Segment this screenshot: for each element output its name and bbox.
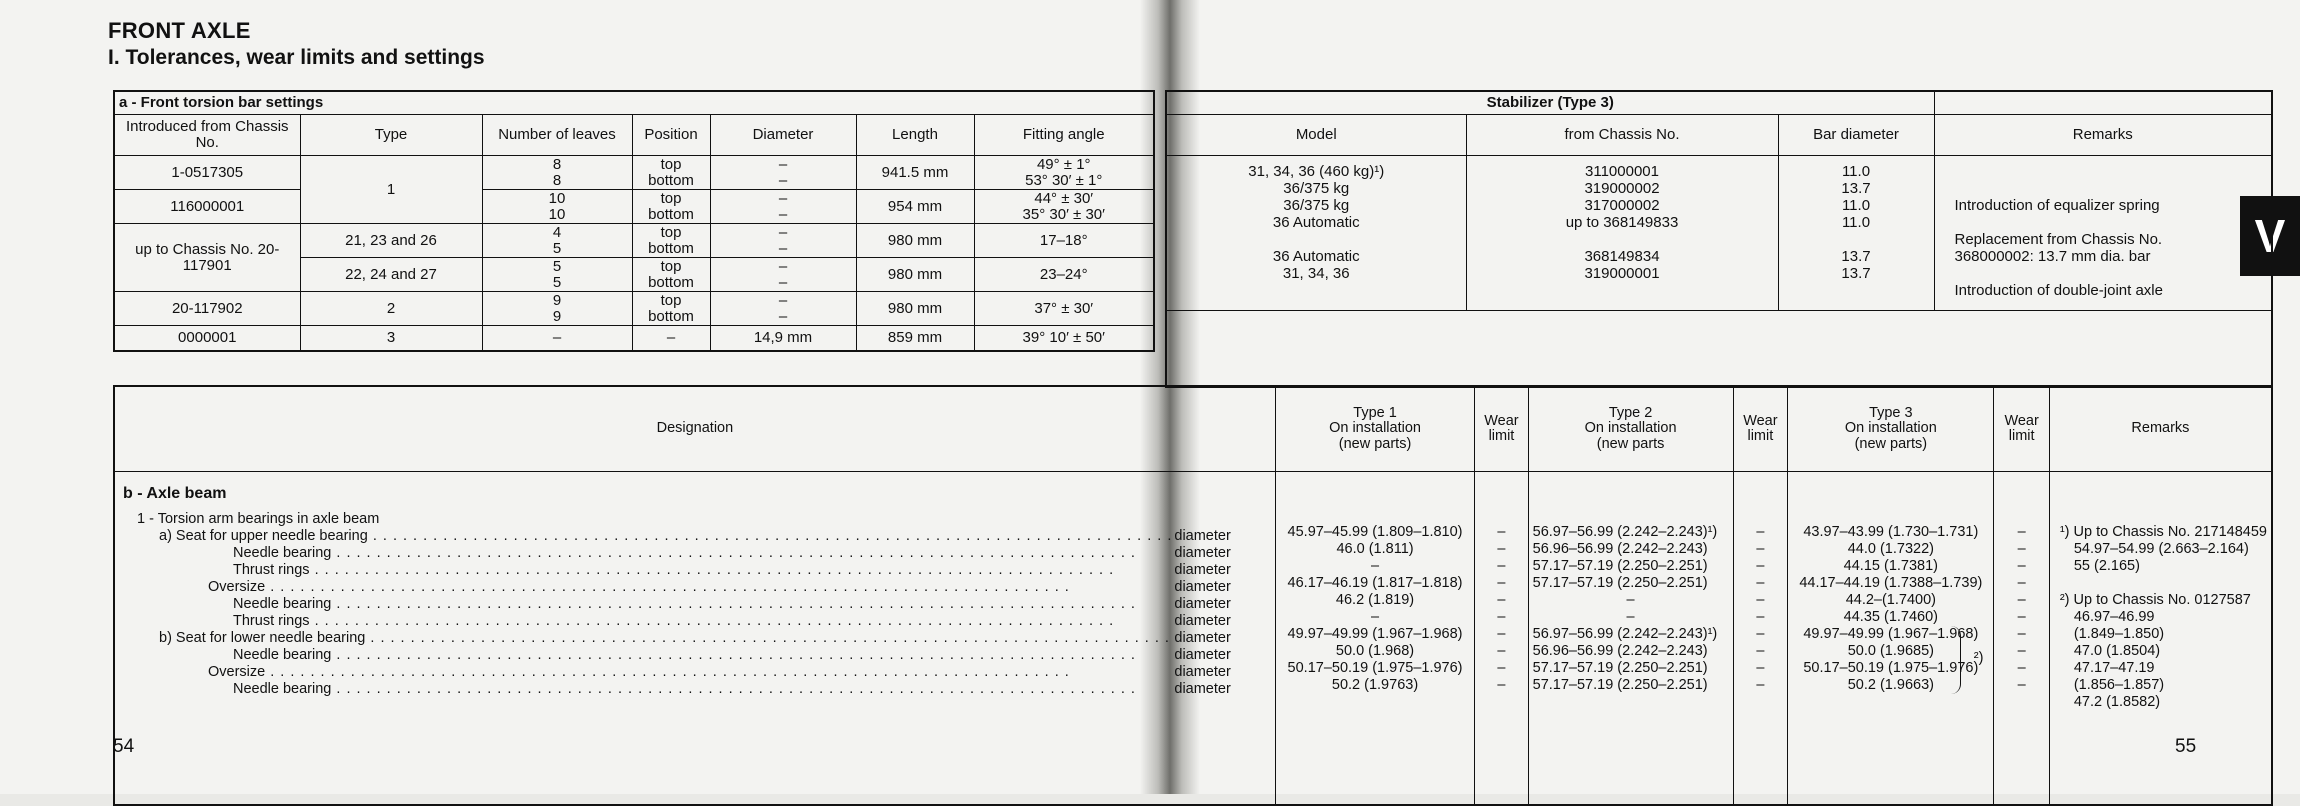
- cell-diameter: –: [778, 239, 788, 257]
- model-value: 31, 34, 36: [1282, 265, 1350, 282]
- col-header-remarks: Remarks: [1934, 115, 2272, 156]
- cell-type: 3: [300, 326, 482, 352]
- cell-diameter: 14,9 mm: [710, 326, 856, 352]
- chassis-value: 319000001: [1584, 265, 1660, 282]
- type3-values: 43.97–43.99 (1.730–1.731) 44.0 (1.7322) 44.15 (1.7381) 44.17–44.19 (1.7388–1.739) 44.2–(1.7400) 44.35 (1.7460) 49.97–49.99 (1.967–1.968) 50.0 (1.9685) 50.17–50.19 (1.975–1.976) 50.2 (1.9663) ²): [1788, 472, 1994, 806]
- wear1-values: – – – – – – – – – –: [1475, 472, 1528, 806]
- remark-line: Introduction of double-joint axle: [1954, 282, 2163, 299]
- cell-angle: 23–24°: [974, 258, 1154, 292]
- cell-angle: 39° 10′ ± 50′: [974, 326, 1154, 352]
- page-subtitle: I. Tolerances, wear limits and settings: [108, 46, 485, 69]
- page-number-left: 54: [113, 736, 135, 757]
- cell-leaves: 9: [552, 307, 562, 325]
- subsection-heading: 1 - Torsion arm bearings in axle beam: [137, 510, 380, 527]
- diameter-value: [1783, 232, 1930, 249]
- cell-diameter: –: [778, 257, 788, 275]
- cell-position: –: [632, 326, 710, 352]
- col-header-from-chassis: from Chassis No.: [1466, 115, 1778, 156]
- table-row: [114, 292, 1154, 326]
- cell-position: top: [660, 155, 682, 173]
- blank-row: [1166, 311, 2272, 388]
- list-item: Thrust rings . . . diameter: [123, 562, 1271, 579]
- stabilizer-table-title: Stabilizer (Type 3): [1166, 91, 1934, 115]
- chassis-list: [1466, 156, 1778, 311]
- page-title: FRONT AXLE: [108, 18, 251, 43]
- cell-diameter: –: [778, 291, 788, 309]
- cell-angle: 37° ± 30′: [974, 292, 1154, 326]
- list-item: Needle bearing . . . diameter: [123, 647, 1271, 664]
- cell-leaves: 5: [552, 273, 562, 291]
- wear2-values: – – – – – – – – – –: [1733, 472, 1788, 806]
- remark-line: Replacement from Chassis No.: [1954, 231, 2163, 248]
- diameter-value: 11.0: [1841, 163, 1871, 180]
- list-item: b) Seat for lower needle bearing . . . diameter: [123, 630, 1271, 647]
- remark-line: [1955, 181, 2268, 198]
- model-value: [1171, 232, 1462, 249]
- cell-diameter: –: [778, 171, 788, 189]
- col-header-leaves: Number of leaves: [482, 115, 632, 156]
- list-item: a) Seat for upper needle bearing . . . diameter: [123, 528, 1271, 545]
- col-header-type: Type: [300, 115, 482, 156]
- cell-diameter: –: [778, 223, 788, 241]
- cell-type: 1: [300, 156, 482, 224]
- col-header-designation: Designation: [114, 386, 1275, 472]
- cell-length: 980 mm: [856, 258, 974, 292]
- designation-column: [114, 472, 1275, 806]
- cell-leaves: 10: [548, 205, 566, 223]
- col-header-wear2: Wear limit: [1733, 386, 1788, 472]
- col-header-type2: Type 2 On installation (new parts: [1528, 386, 1733, 472]
- col-header-angle: Fitting angle: [974, 115, 1154, 156]
- cell-chassis: 20-117902: [114, 292, 300, 326]
- chassis-value: 317000002: [1584, 197, 1660, 214]
- list-item: Needle bearing . . . diameter: [123, 681, 1271, 698]
- diameter-value: 11.0: [1841, 197, 1871, 214]
- cell-position: bottom: [648, 205, 694, 223]
- cell-leaves: 8: [552, 171, 562, 189]
- model-value: 36 Automatic: [1272, 248, 1360, 265]
- remark-line: Introduction of equalizer spring: [1954, 197, 2160, 214]
- stabilizer-remarks: [1934, 156, 2272, 311]
- torsion-table-title: a - Front torsion bar settings: [114, 91, 1154, 115]
- bracket-icon: [1950, 626, 1961, 694]
- table-row: [114, 156, 1154, 190]
- cell-length: 941.5 mm: [856, 156, 974, 190]
- remark-line: [1955, 215, 2268, 232]
- diameter-value: 13.7: [1841, 180, 1871, 197]
- wear3-values: – – – – – – – – – –: [1994, 472, 2049, 806]
- cell-leaves: –: [482, 326, 632, 352]
- cell-diameter: –: [778, 307, 788, 325]
- table-row: [114, 326, 1154, 352]
- chassis-value: 319000002: [1584, 180, 1660, 197]
- col-header-position: Position: [632, 115, 710, 156]
- cell-chassis: up to Chassis No. 20-117901: [114, 224, 300, 292]
- cell-diameter: –: [778, 155, 788, 173]
- stabilizer-table: [1165, 90, 2273, 388]
- col-header-type1: Type 1 On installation (new parts): [1275, 386, 1474, 472]
- cell-length: 980 mm: [856, 224, 974, 258]
- cell-chassis: 0000001: [114, 326, 300, 352]
- cell-leaves: 8: [552, 155, 562, 173]
- bar-diameter-list: [1778, 156, 1934, 311]
- cell-chassis: 1-0517305: [114, 156, 300, 190]
- chassis-value: 311000001: [1585, 163, 1659, 180]
- torsion-bar-table: [113, 90, 1155, 352]
- cell-position: top: [660, 189, 682, 207]
- remark-line: 368000002: 13.7 mm dia. bar: [1954, 248, 2151, 265]
- cell-leaves: 5: [552, 239, 562, 257]
- model-list: [1166, 156, 1466, 311]
- model-value: 36 Automatic: [1272, 214, 1360, 231]
- cell-length: 859 mm: [856, 326, 974, 352]
- footnote-marker: ²): [1973, 650, 1984, 666]
- table-row: [114, 190, 1154, 224]
- col-header-remarks: Remarks: [2049, 386, 2272, 472]
- cell-leaves: 5: [552, 257, 562, 275]
- cell-position: top: [660, 223, 682, 241]
- wear-remarks: ¹) Up to Chassis No. 217148459 54.97–54.99 (2.663–2.164) 55 (2.165) ²) Up to Chassis No. 0127587 46.97–46.99 (1.849–1.850) 47.0 (1.8504) 47.17–47.19 (1.856–1.857) 47.2 (1.8582): [2049, 472, 2272, 806]
- list-item: Oversize . . . diameter: [123, 579, 1271, 596]
- cell-leaves: 9: [552, 291, 562, 309]
- model-value: 36/375 kg: [1283, 197, 1350, 214]
- cell-angle: 17–18°: [974, 224, 1154, 258]
- col-header-diameter: Diameter: [710, 115, 856, 156]
- cell-position: top: [660, 257, 682, 275]
- section-heading: b - Axle beam: [123, 485, 227, 502]
- col-header-length: Length: [856, 115, 974, 156]
- model-value: 31, 34, 36 (460 kg)¹): [1248, 163, 1385, 180]
- cell-position: bottom: [648, 273, 694, 291]
- cell-angle: 49° ± 1°: [1036, 155, 1091, 173]
- cell-diameter: –: [778, 273, 788, 291]
- col-header-type3: Type 3 On installation (new parts): [1788, 386, 1994, 472]
- cell-diameter: –: [778, 205, 788, 223]
- cell-leaves: 10: [548, 189, 566, 207]
- cell-angle: 44° ± 30′: [1034, 189, 1094, 207]
- cell-position: bottom: [648, 171, 694, 189]
- empty-cell: [1934, 91, 2272, 115]
- cell-length: 954 mm: [856, 190, 974, 224]
- cell-length: 980 mm: [856, 292, 974, 326]
- page-number-right: 55: [2175, 736, 2197, 757]
- remark-line: [1955, 164, 2268, 181]
- chassis-value: [1471, 232, 1774, 249]
- cell-type: 2: [300, 292, 482, 326]
- cell-type: 22, 24 and 27: [300, 258, 482, 292]
- model-value: 36/375 kg: [1283, 180, 1350, 197]
- cell-angle: 53° 30′ ± 1°: [1025, 171, 1103, 189]
- col-header-bar-diameter: Bar diameter: [1778, 115, 1934, 156]
- cell-diameter: –: [778, 189, 788, 207]
- chassis-value: 368149834: [1584, 248, 1660, 265]
- table-row: [114, 224, 1154, 258]
- type1-values: 45.97–45.99 (1.809–1.810) 46.0 (1.811) – 46.17–46.19 (1.817–1.818) 46.2 (1.819) – 49.97–49.99 (1.967–1.968) 50.0 (1.968) 50.17–50.19 (1.975–1.976) 50.2 (1.9763): [1275, 472, 1474, 806]
- diameter-value: 11.0: [1841, 214, 1871, 231]
- list-item: Needle bearing . . . diameter: [123, 596, 1271, 613]
- cell-chassis: 116000001: [114, 190, 300, 224]
- cell-position: bottom: [648, 307, 694, 325]
- cell-angle: 35° 30′ ± 30′: [1022, 205, 1105, 223]
- col-header-model: Model: [1166, 115, 1466, 156]
- section-tab: V: [2240, 196, 2300, 276]
- axle-beam-tolerance-table: [113, 385, 2273, 806]
- cell-leaves: 4: [552, 223, 562, 241]
- diameter-value: 13.7: [1841, 248, 1871, 265]
- remark-line: [1955, 266, 2268, 283]
- cell-position: bottom: [648, 239, 694, 257]
- cell-position: top: [660, 291, 682, 309]
- list-item: Thrust rings . . . diameter: [123, 613, 1271, 630]
- list-item: Oversize . . . diameter: [123, 664, 1271, 681]
- col-header-wear1: Wear limit: [1475, 386, 1528, 472]
- type2-values: 56.97–56.99 (2.242–2.243)¹) 56.96–56.99 (2.242–2.243) 57.17–57.19 (2.250–2.251) 57.17–57.19 (2.250–2.251) – – 56.97–56.99 (2.242–2.243)¹) 56.96–56.99 (2.242–2.243) 57.17–57.19 (2.250–2.251) 57.17–57.19 (2.250–2.251): [1528, 472, 1733, 806]
- col-header-wear3: Wear limit: [1994, 386, 2049, 472]
- col-header-chassis: Introduced from Chassis No.: [114, 115, 300, 156]
- chassis-value: up to 368149833: [1565, 214, 1679, 231]
- diameter-value: 13.7: [1841, 265, 1871, 282]
- cell-type: 21, 23 and 26: [300, 224, 482, 258]
- list-item: Needle bearing . . . diameter: [123, 545, 1271, 562]
